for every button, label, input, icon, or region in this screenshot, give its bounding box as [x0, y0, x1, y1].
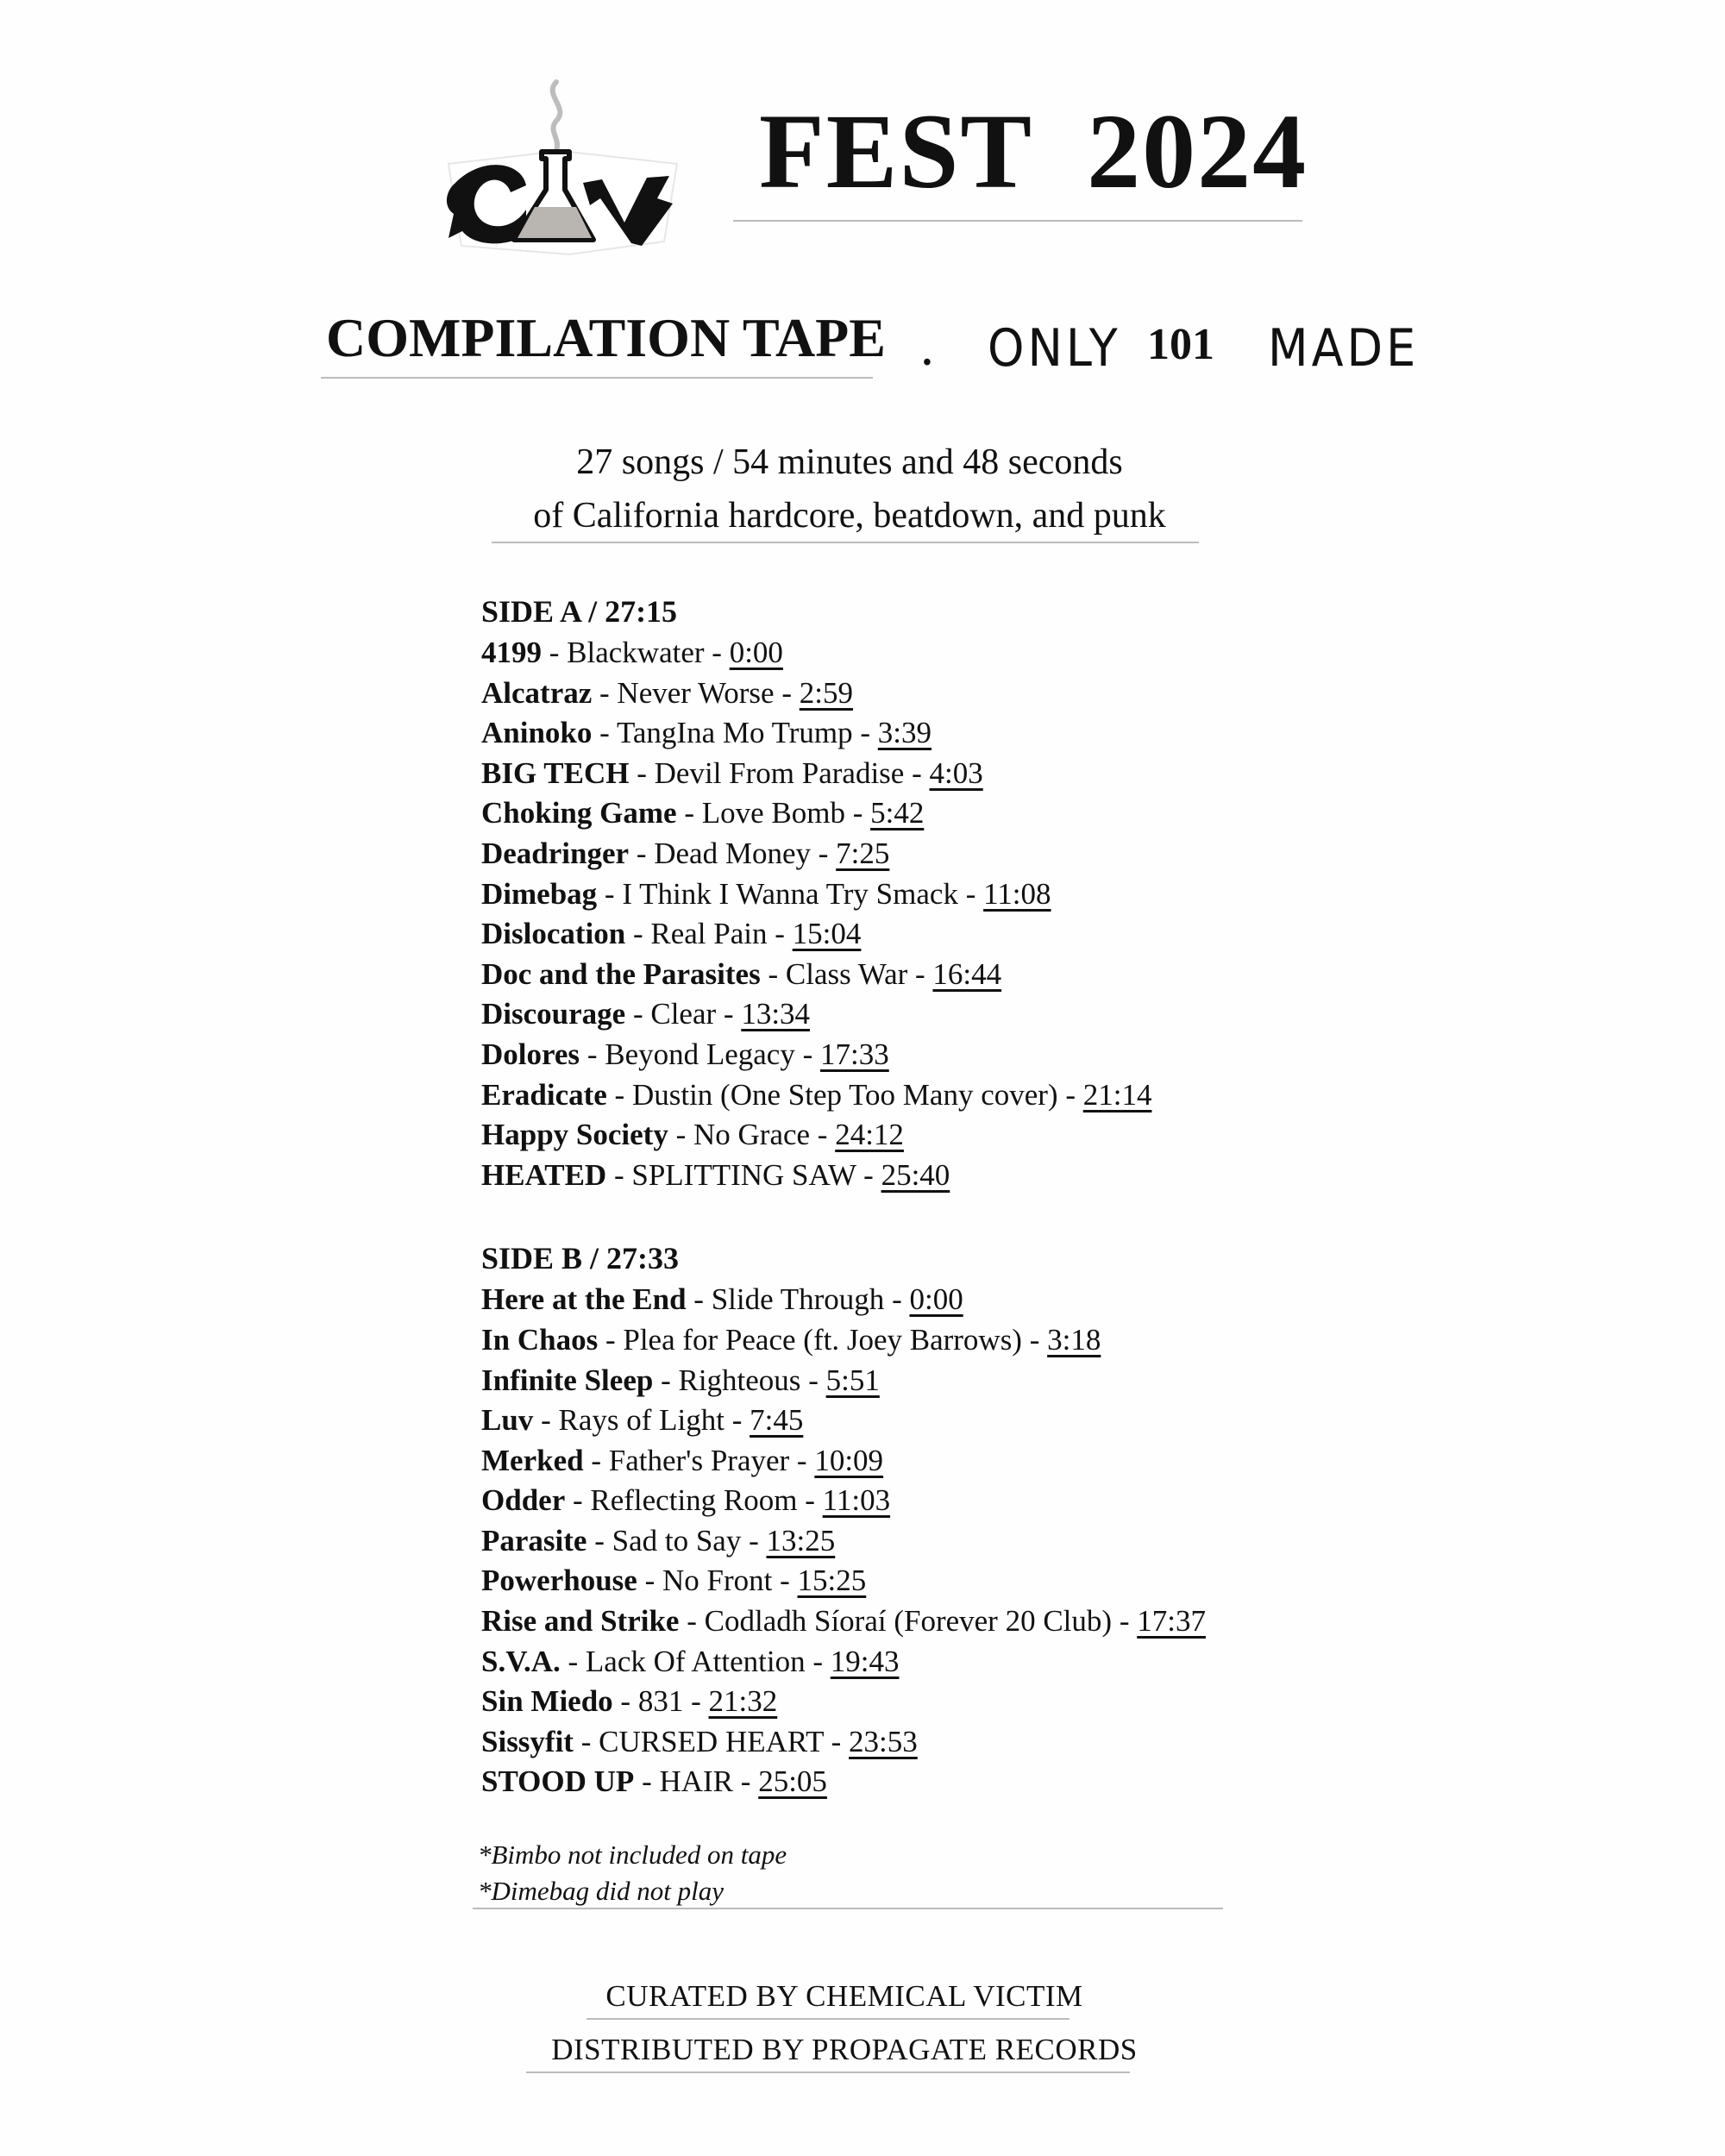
track-song: Devil From Paradise [654, 755, 905, 790]
track-band: In Chaos [481, 1322, 599, 1357]
track-band: Doc and the Parasites [481, 956, 761, 991]
side-a-tracks [481, 633, 1258, 1195]
track-row [481, 955, 1258, 995]
track-band: Here at the End [481, 1282, 687, 1317]
track-song: I Think I Wanna Try Smack [622, 876, 958, 911]
divider [473, 1908, 1223, 1909]
separator: - [904, 755, 930, 790]
track-song: Reflecting Room [590, 1483, 798, 1518]
track-band: Happy Society [481, 1118, 668, 1152]
track-song: Beyond Legacy [605, 1037, 795, 1071]
separator: - [724, 1403, 750, 1438]
track-band: 4199 [481, 636, 542, 669]
cv-flask-logo-icon [431, 69, 690, 267]
separator: - [606, 1077, 632, 1112]
separator: - [637, 1564, 662, 1598]
track-band: Infinite Sleep [481, 1363, 654, 1397]
track-time: 11:03 [822, 1483, 891, 1518]
track-time: 21:32 [708, 1684, 778, 1719]
track-band: Deadringer [481, 836, 630, 870]
separator: - [653, 1363, 679, 1397]
separator: - [805, 1644, 831, 1678]
track-row [481, 793, 1258, 834]
bullet-separator: • [923, 349, 932, 376]
track-row [481, 1361, 1258, 1401]
separator: - [625, 997, 651, 1031]
track-song: Class War [785, 956, 908, 991]
track-song: No Grace [693, 1118, 811, 1152]
track-time: 4:03 [929, 755, 983, 790]
separator: - [683, 1684, 709, 1719]
track-row [481, 1601, 1258, 1642]
track-band: STOOD UP [481, 1764, 635, 1799]
track-song: Father's Prayer [608, 1443, 790, 1477]
compilation-title: COMPILATION TAPE [326, 307, 886, 368]
track-song: Righteous [678, 1363, 801, 1397]
side-a-heading: SIDE A / 27:15 [481, 594, 678, 629]
separator: - [1057, 1077, 1083, 1112]
summary-line-1: 27 songs / 54 minutes and 48 seconds [576, 442, 1123, 482]
track-row [481, 1156, 1258, 1196]
separator: - [592, 716, 617, 750]
track-row [481, 1075, 1258, 1116]
separator: - [852, 716, 878, 750]
track-time: 3:18 [1047, 1322, 1101, 1357]
separator: - [797, 1483, 823, 1518]
track-row [481, 633, 1258, 674]
separator: - [772, 1564, 798, 1598]
track-row [481, 994, 1258, 1035]
track-band: Discourage [481, 997, 626, 1031]
fest-word: FEST [759, 92, 1034, 210]
track-row [481, 1401, 1258, 1441]
track-band: Dolores [481, 1037, 580, 1071]
track-band: Aninoko [481, 716, 593, 750]
track-band: Rise and Strike [481, 1604, 680, 1639]
footnote: *Dimebag did not play [478, 1876, 724, 1906]
separator: - [794, 1037, 820, 1071]
track-row [481, 1481, 1258, 1521]
separator: - [533, 1403, 559, 1438]
separator: - [625, 917, 651, 951]
track-row [481, 1561, 1258, 1601]
separator: - [810, 1118, 836, 1152]
separator: - [767, 917, 793, 951]
track-row [481, 1280, 1258, 1320]
track-band: Alcatraz [481, 675, 593, 710]
separator: - [629, 755, 655, 790]
track-song: Lack Of Attention [585, 1644, 806, 1678]
separator: - [565, 1483, 591, 1518]
separator: - [586, 1523, 612, 1557]
track-band: Choking Game [481, 796, 677, 830]
only-handwritten: ONLY [988, 317, 1121, 379]
divider [526, 2071, 1130, 2073]
track-song: 831 [637, 1684, 684, 1719]
track-row [481, 713, 1258, 754]
separator: - [716, 997, 742, 1031]
track-song: Dustin (One Step Too Many cover) [631, 1077, 1058, 1112]
track-time: 21:14 [1082, 1077, 1152, 1112]
track-row [481, 1722, 1258, 1763]
track-song: TangIna Mo Trump [616, 716, 853, 750]
track-band: Dimebag [481, 876, 598, 911]
track-time: 13:34 [741, 997, 811, 1031]
track-song: Slide Through [711, 1282, 885, 1317]
separator: - [907, 956, 933, 991]
separator: - [800, 1363, 826, 1397]
track-band: Sin Miedo [481, 1684, 613, 1719]
track-band: Parasite [481, 1523, 587, 1557]
divider [733, 220, 1302, 222]
track-row [481, 874, 1258, 915]
separator: - [597, 876, 623, 911]
curated-by: CURATED BY CHEMICAL VICTIM [605, 1979, 1083, 2013]
track-song: Real Pain [650, 917, 768, 951]
track-band: Eradicate [481, 1077, 607, 1112]
track-time: 7:25 [836, 836, 890, 870]
track-song: Sad to Say [612, 1523, 742, 1557]
copy-count: 101 [1147, 320, 1214, 369]
track-time: 3:39 [877, 716, 932, 750]
track-song: Never Worse [617, 675, 775, 710]
track-time: 7:45 [750, 1403, 804, 1438]
track-time: 15:04 [792, 917, 862, 951]
track-song: Blackwater [567, 636, 705, 669]
track-time: 16:44 [932, 956, 1002, 991]
track-row [481, 674, 1258, 714]
track-song: Clear [650, 997, 717, 1031]
separator: - [760, 956, 786, 991]
separator: - [741, 1523, 767, 1557]
track-row [481, 1320, 1258, 1361]
separator: - [733, 1764, 759, 1799]
fest-year: 2024 [1087, 92, 1308, 210]
separator: - [704, 636, 730, 669]
track-row [481, 1762, 1258, 1802]
summary-line-2: of California hardcore, beatdown, and punk [533, 496, 1166, 536]
separator: - [676, 796, 702, 830]
track-row [481, 1521, 1258, 1562]
track-row [481, 754, 1258, 794]
track-time: 17:33 [820, 1037, 889, 1071]
track-band: Sissyfit [481, 1724, 574, 1758]
track-time: 15:25 [797, 1564, 867, 1598]
separator: - [606, 1157, 632, 1192]
separator: - [884, 1282, 910, 1317]
separator: - [573, 1724, 599, 1758]
separator: - [856, 1157, 881, 1192]
divider [321, 377, 873, 379]
separator: - [844, 796, 871, 830]
track-time: 10:09 [814, 1443, 884, 1477]
separator: - [686, 1282, 712, 1317]
track-song: HAIR [659, 1764, 734, 1799]
track-time: 5:42 [870, 796, 925, 830]
track-band: BIG TECH [481, 755, 630, 790]
separator: - [612, 1684, 638, 1719]
track-row [481, 914, 1258, 955]
separator: - [957, 876, 984, 911]
track-band: Powerhouse [481, 1564, 637, 1598]
track-band: S.V.A. [481, 1644, 561, 1678]
track-song: Codladh Síoraí (Forever 20 Club) [704, 1604, 1113, 1639]
track-band: Dislocation [481, 917, 626, 951]
separator: - [679, 1604, 705, 1639]
track-row [481, 1441, 1258, 1482]
track-band: Odder [481, 1483, 566, 1518]
track-band: Merked [481, 1443, 584, 1477]
track-band: HEATED [481, 1157, 607, 1192]
separator: - [629, 836, 655, 870]
track-song: CURSED HEART [599, 1724, 824, 1758]
track-song: Plea for Peace (ft. Joey Barrows) [623, 1322, 1022, 1357]
separator: - [789, 1443, 815, 1477]
tape-summary [483, 436, 1216, 542]
track-time: 25:40 [881, 1157, 950, 1192]
track-row [481, 1682, 1258, 1722]
track-time: 2:59 [799, 675, 853, 710]
separator: - [1021, 1322, 1048, 1357]
separator: - [634, 1764, 660, 1799]
track-song: SPLITTING SAW [631, 1157, 856, 1192]
track-song: Love Bomb [701, 796, 845, 830]
separator: - [598, 1322, 624, 1357]
track-time: 13:25 [766, 1523, 836, 1557]
separator: - [774, 675, 800, 710]
track-time: 0:00 [909, 1282, 963, 1317]
track-row [481, 1642, 1258, 1683]
separator: - [668, 1118, 693, 1152]
track-band: Luv [481, 1403, 534, 1438]
track-song: Rays of Light [558, 1403, 724, 1438]
track-time: 24:12 [835, 1118, 904, 1152]
footnotes [478, 1837, 787, 1909]
tracklist [481, 590, 1258, 1802]
separator: - [542, 636, 568, 669]
made-handwritten: MADE [1268, 317, 1420, 379]
divider [586, 2018, 1070, 2020]
separator: - [1112, 1604, 1138, 1639]
track-time: 17:37 [1137, 1604, 1206, 1639]
separator: - [592, 675, 618, 710]
track-row [481, 1115, 1258, 1156]
separator: - [811, 836, 837, 870]
track-time: 5:51 [825, 1363, 880, 1397]
separator: - [583, 1443, 609, 1477]
fest-title [759, 91, 1308, 213]
side-b-heading: SIDE B / 27:33 [481, 1241, 680, 1276]
separator: - [823, 1724, 850, 1758]
track-row [481, 834, 1258, 874]
separator: - [580, 1037, 605, 1071]
track-time: 25:05 [758, 1764, 827, 1799]
track-song: No Front [662, 1564, 773, 1598]
side-b-tracks [481, 1280, 1258, 1802]
track-time: 23:53 [849, 1724, 918, 1758]
track-row [481, 1035, 1258, 1075]
track-time: 11:08 [983, 876, 1051, 911]
distributed-by: DISTRIBUTED BY PROPAGATE RECORDS [551, 2033, 1138, 2066]
divider [492, 542, 1199, 543]
track-song: Dead Money [654, 836, 811, 870]
track-time: 0:00 [729, 636, 783, 669]
separator: - [560, 1644, 586, 1678]
footnote: *Bimbo not included on tape [478, 1839, 787, 1870]
track-time: 19:43 [830, 1644, 900, 1678]
